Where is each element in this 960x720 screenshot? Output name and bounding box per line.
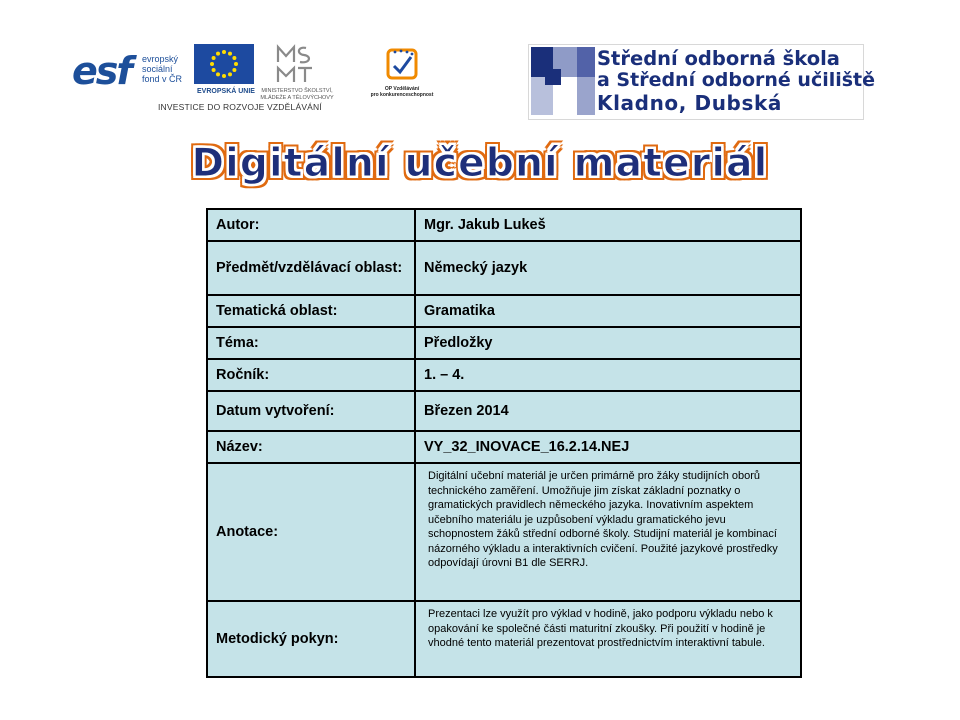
school-logo	[528, 44, 876, 120]
methodology-text: Prezentaci lze využít pro výklad v hodině, jako podporu výkladu nebo k opakování ke společné části maturitní zkoušky. Při použití v hodině je vhodné tento materiál prezentovat prostřednictvím interaktivní tabule.	[415, 601, 801, 677]
opvk-caption-line: OP Vzdělávání	[384, 86, 420, 92]
metadata-table	[206, 208, 802, 678]
table-row	[207, 431, 801, 463]
row-value: 1. – 4.	[415, 359, 801, 391]
row-value: Předložky	[415, 327, 801, 359]
row-value: Německý jazyk	[415, 241, 801, 295]
investice-slogan: INVESTICE DO ROZVOJE VZDĚLÁVÁNÍ	[158, 102, 322, 112]
table-row	[207, 209, 801, 241]
row-value: Březen 2014	[415, 391, 801, 431]
school-name-line-2: a Střední odborné učiliště	[597, 69, 876, 91]
logo-strip	[66, 42, 442, 120]
esf-mark: esf	[72, 49, 131, 93]
eu-flag-icon	[194, 44, 254, 84]
esf-logo	[72, 48, 194, 94]
table-row	[207, 463, 801, 601]
row-value: Gramatika	[415, 295, 801, 327]
school-name-line-1: Střední odborná škola	[597, 47, 840, 70]
esf-caption-line: fond v ČR	[142, 74, 183, 84]
table-row	[207, 391, 801, 431]
msmt-caption	[256, 88, 338, 102]
eu-caption: EVROPSKÁ UNIE	[197, 88, 255, 95]
row-label: Anotace:	[207, 463, 415, 601]
row-label: Předmět/vzdělávací oblast:	[207, 241, 415, 295]
msmt-caption-line: MLÁDEŽE A TĚLOVÝCHOVY	[260, 95, 334, 101]
row-label: Ročník:	[207, 359, 415, 391]
annotation-text: Digitální učební materiál je určen primárně pro žáky studijních oborů technického zaměření. Umožňuje jim získat základní poznatky o gramatických pravidlech německého jazyka. Inovativním aspektem učebního materiálu je uzpůsobení výkladu gramatického jevu schopnostem žáků střední odborné školy. Studijní materiál je kombinací názorného výkladu a interaktivních cvičení. Použité jazykové prostředky odpovídají úrovni B1 dle SERRJ.	[415, 463, 801, 601]
school-name-line-3: Kladno, Dubská	[597, 91, 782, 115]
table-row	[207, 359, 801, 391]
opvk-caption-line: pro konkurenceschopnost	[370, 92, 434, 98]
table-row	[207, 601, 801, 677]
esf-caption-line: evropský	[142, 54, 179, 64]
row-label: Tematická oblast:	[207, 295, 415, 327]
row-value: Mgr. Jakub Lukeš	[415, 209, 801, 241]
row-label: Název:	[207, 431, 415, 463]
table-row	[207, 295, 801, 327]
row-value: VY_32_INOVACE_16.2.14.NEJ	[415, 431, 801, 463]
row-label: Datum vytvoření:	[207, 391, 415, 431]
table-row	[207, 241, 801, 295]
msmt-logo-icon	[274, 44, 314, 86]
esf-caption-line: sociální	[142, 64, 173, 74]
table-row	[207, 327, 801, 359]
row-label: Metodický pokyn:	[207, 601, 415, 677]
school-emblem-icon	[531, 47, 595, 115]
opvk-caption	[362, 86, 442, 98]
row-label: Téma:	[207, 327, 415, 359]
opvk-logo-icon	[384, 46, 420, 82]
msmt-caption-line: MINISTERSTVO ŠKOLSTVÍ,	[261, 88, 333, 94]
row-label: Autor:	[207, 209, 415, 241]
page-title: Digitální učební materiál	[191, 141, 769, 186]
esf-caption	[142, 54, 202, 84]
